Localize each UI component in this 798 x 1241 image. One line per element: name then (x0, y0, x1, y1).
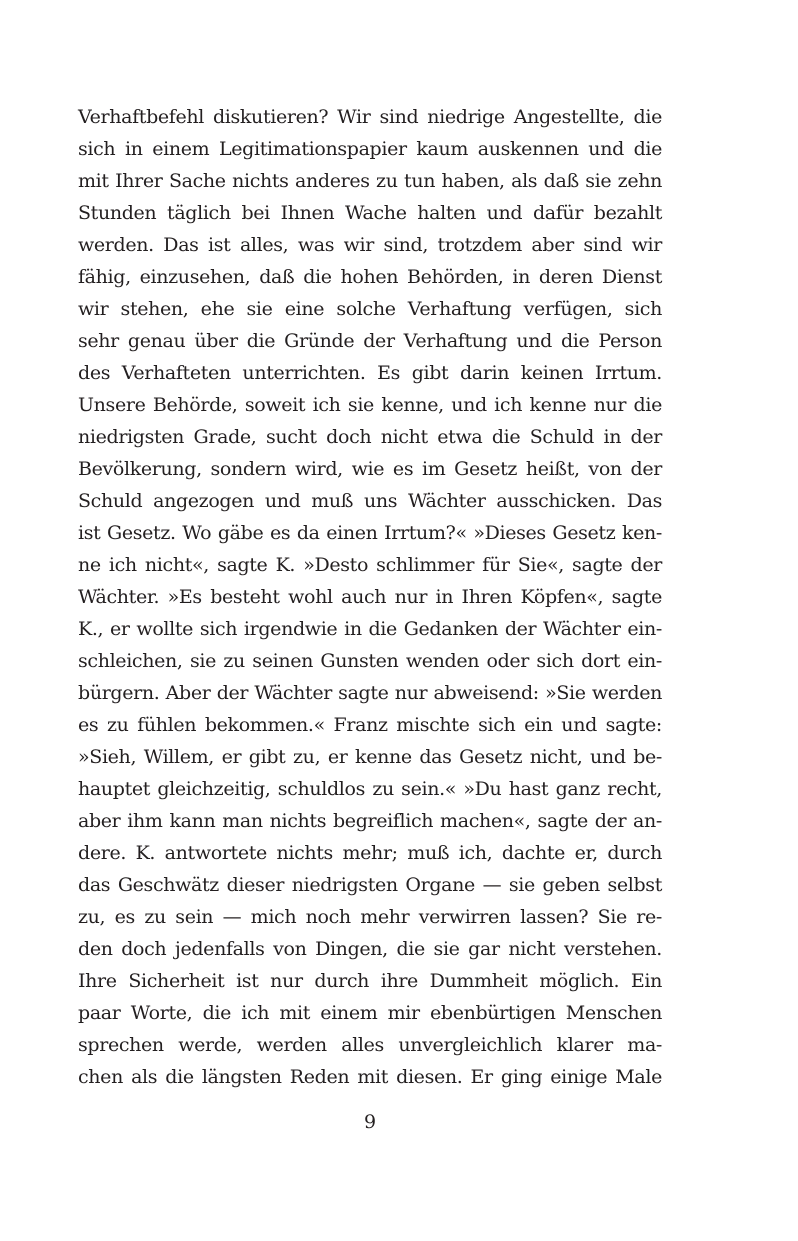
text-line: niedrigsten Grade, sucht doch nicht etwa die Schuld in der (78, 426, 662, 448)
text-line: sich in einem Legitimationspapier kaum auskennen und die (78, 138, 662, 160)
text-line: des Verhafteten unterrichten. Es gibt darin keinen Irrtum. (78, 362, 662, 384)
text-line: sprechen werde, werden alles unvergleichlich klarer ma- (78, 1034, 662, 1056)
text-line: K., er wollte sich irgendwie in die Gedanken der Wächter ein- (78, 618, 662, 640)
text-line: aber ihm kann man nichts begreiflich machen«, sagte der an- (78, 810, 662, 832)
text-line: dere. K. antwortete nichts mehr; muß ich, dachte er, durch (78, 842, 662, 864)
text-line: Schuld angezogen und muß uns Wächter ausschicken. Das (78, 490, 662, 512)
text-line: Ihre Sicherheit ist nur durch ihre Dummheit möglich. Ein (78, 970, 662, 992)
text-line: ist Gesetz. Wo gäbe es da einen Irrtum?« »Dieses Gesetz ken- (78, 522, 662, 544)
text-line: werden. Das ist alles, was wir sind, trotzdem aber sind wir (78, 234, 662, 256)
text-line: sehr genau über die Gründe der Verhaftung und die Person (78, 330, 662, 352)
text-line: »Sieh, Willem, er gibt zu, er kenne das Gesetz nicht, und be- (78, 746, 662, 768)
text-line: es zu fühlen bekommen.« Franz mischte sich ein und sagte: (78, 714, 662, 736)
text-line: zu, es zu sein — mich noch mehr verwirren lassen? Sie re- (78, 906, 662, 928)
text-line: mit Ihrer Sache nichts anderes zu tun haben, als daß sie zehn (78, 170, 662, 192)
text-line: Wächter. »Es besteht wohl auch nur in Ihren Köpfen«, sagte (78, 586, 662, 608)
text-line: fähig, einzusehen, daß die hohen Behörden, in deren Dienst (78, 266, 662, 288)
page-number: 9 (363, 1111, 377, 1133)
text-line: den doch jedenfalls von Dingen, die sie gar nicht verstehen. (78, 938, 662, 960)
text-line: paar Worte, die ich mit einem mir ebenbürtigen Menschen (78, 1002, 662, 1024)
text-line: chen als die längsten Reden mit diesen. Er ging einige Male (78, 1066, 662, 1088)
text-line: wir stehen, ehe sie eine solche Verhaftung verfügen, sich (78, 298, 662, 320)
text-line: bürgern. Aber der Wächter sagte nur abweisend: »Sie werden (78, 682, 662, 704)
text-line: das Geschwätz dieser niedrigsten Organe — sie geben selbst (78, 874, 662, 896)
text-line: hauptet gleichzeitig, schuldlos zu sein.« »Du hast ganz recht, (78, 778, 662, 800)
text-line: Stunden täglich bei Ihnen Wache halten und dafür bezahlt (78, 202, 662, 224)
text-line: Verhaftbefehl diskutieren? Wir sind niedrige Angestellte, die (78, 106, 662, 128)
text-line: Unsere Behörde, soweit ich sie kenne, und ich kenne nur die (78, 394, 662, 416)
text-line: schleichen, sie zu seinen Gunsten wenden oder sich dort ein- (78, 650, 662, 672)
text-line: Bevölkerung, sondern wird, wie es im Gesetz heißt, von der (78, 458, 662, 480)
body-text (78, 101, 662, 1093)
text-line: ne ich nicht«, sagte K. »Desto schlimmer für Sie«, sagte der (78, 554, 662, 576)
